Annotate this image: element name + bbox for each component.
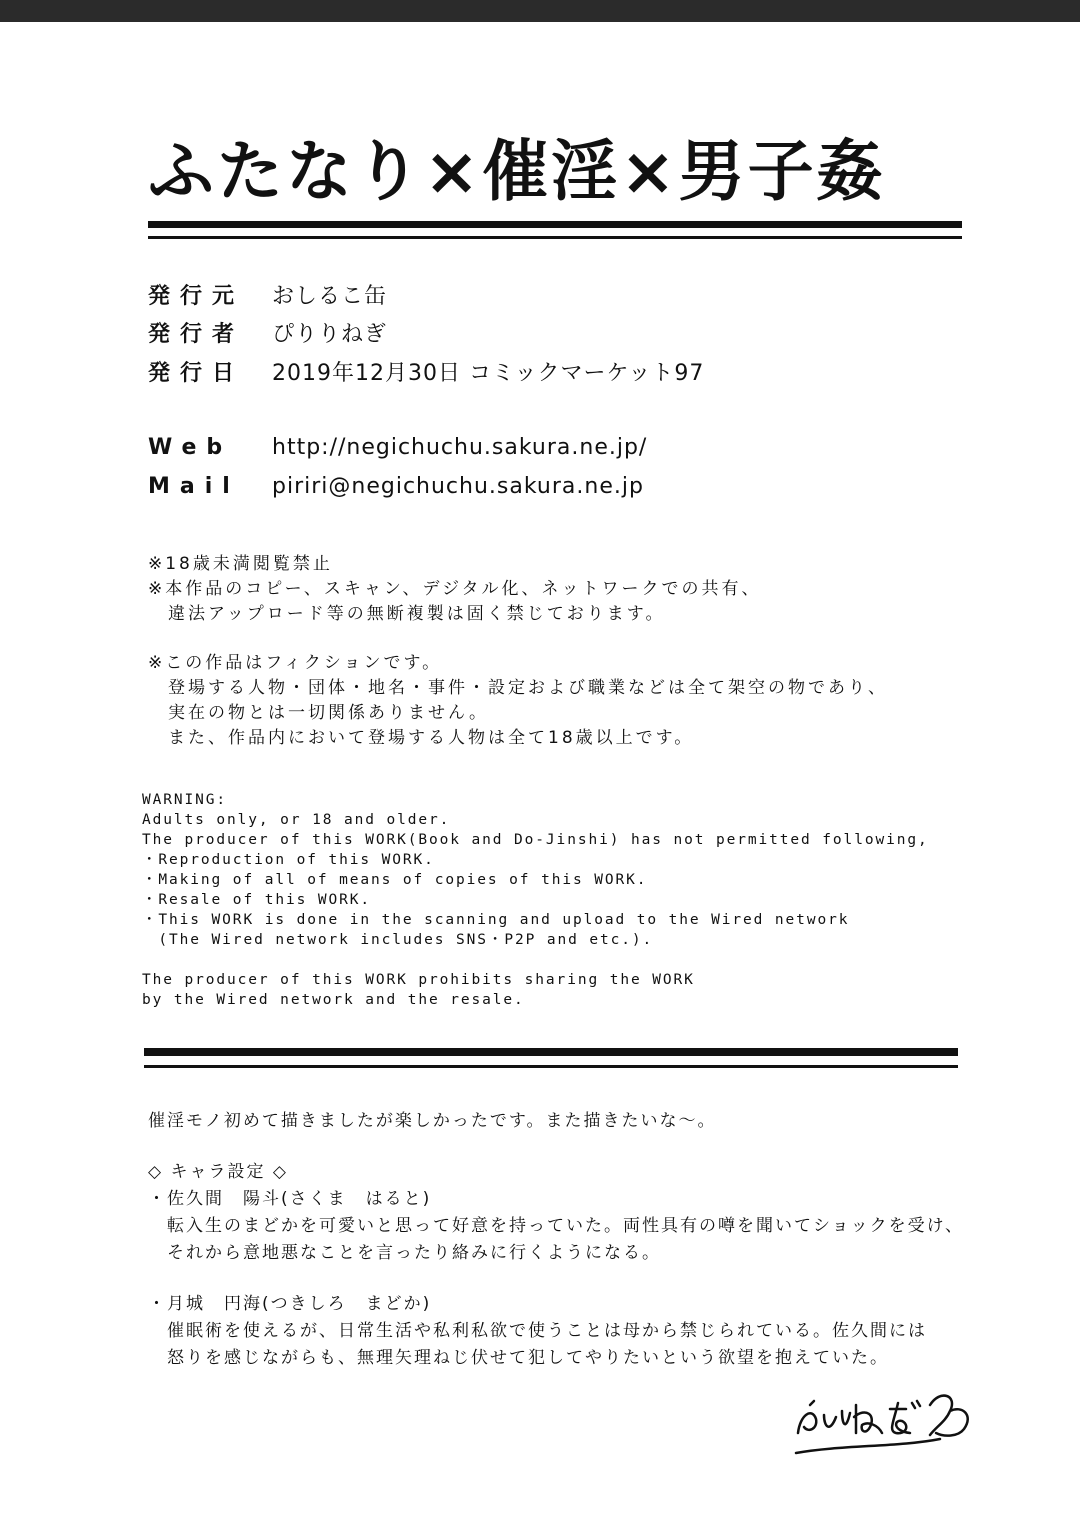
character-description: 催眠術を使えるが、日常生活や私利私欲で使うことは母から禁じられている。佐久間には 怒りを感じながらも、無理矢理ねじ伏せて犯してやりたいという欲望を抱えていた。 (166, 1321, 927, 1368)
colophon-value: 2019年12月30日 コミックマーケット97 (272, 361, 705, 386)
afterword-comment: 催淫モノ初めて描きましたが楽しかったです。また描きたいな～。 (148, 1111, 717, 1131)
contact-label: Mail (148, 474, 240, 499)
divider-thin (148, 236, 962, 239)
top-bar (0, 0, 1080, 22)
character-description: 転入生のまどかを可愛いと思って好意を持っていた。両性具有の噂を聞いてショックを受け、 それから意地悪なことを言ったり絡みに行くようになる。 (166, 1216, 964, 1263)
colophon-label: 発行元 (148, 284, 245, 309)
colophon-value: ぴりりねぎ (272, 322, 388, 347)
character-name: ・月城 円海(つきしろ まどか) (148, 1294, 432, 1314)
character-section-heading: ◇ キャラ設定 ◇ (148, 1162, 288, 1182)
divider-thin (144, 1065, 958, 1068)
page-title: ふたなり×催淫×男子姦 (148, 133, 886, 210)
character-name: ・佐久間 陽斗(さくま はると) (148, 1189, 432, 1209)
english-warning: WARNING: Adults only, or 18 and older. The producer of this WORK(Book and Do-Jinshi) has not permitted following, ・Reproduction of this WORK. ・Making of all of means of copies of this WORK. ・Resale of this WORK. ・This WORK is done in the scanning and upload to the Wired network (The Wired network includes SNS・P2P and etc.). The producer of this WORK prohibits sharing the WORK by the Wired network and the resale. (142, 792, 929, 1008)
mail-link[interactable]: piriri@negichuchu.sakura.ne.jp (272, 474, 644, 499)
colophon-value: おしるこ缶 (272, 284, 388, 309)
divider-thick (144, 1048, 958, 1056)
divider-thick (148, 221, 962, 228)
web-link[interactable]: http://negichuchu.sakura.ne.jp/ (272, 435, 648, 460)
copyright-notice: ※18歳未満閲覧禁止 ※本作品のコピー、スキャン、デジタル化、ネットワークでの共有、 違法アップロード等の無断複製は固く禁じております。 (148, 554, 762, 624)
colophon-label: 発行日 (148, 361, 245, 386)
colophon-label: 発行者 (148, 322, 245, 347)
author-signature (790, 1375, 990, 1465)
contact-label: Web (148, 435, 233, 460)
fiction-notice: ※この作品はフィクションです。 登場する人物・団体・地名・事件・設定および職業などは全て架空の物であり、 実在の物とは一切関係ありません。 また、作品内において登場する人物は全て18歳以上です。 (148, 653, 888, 748)
